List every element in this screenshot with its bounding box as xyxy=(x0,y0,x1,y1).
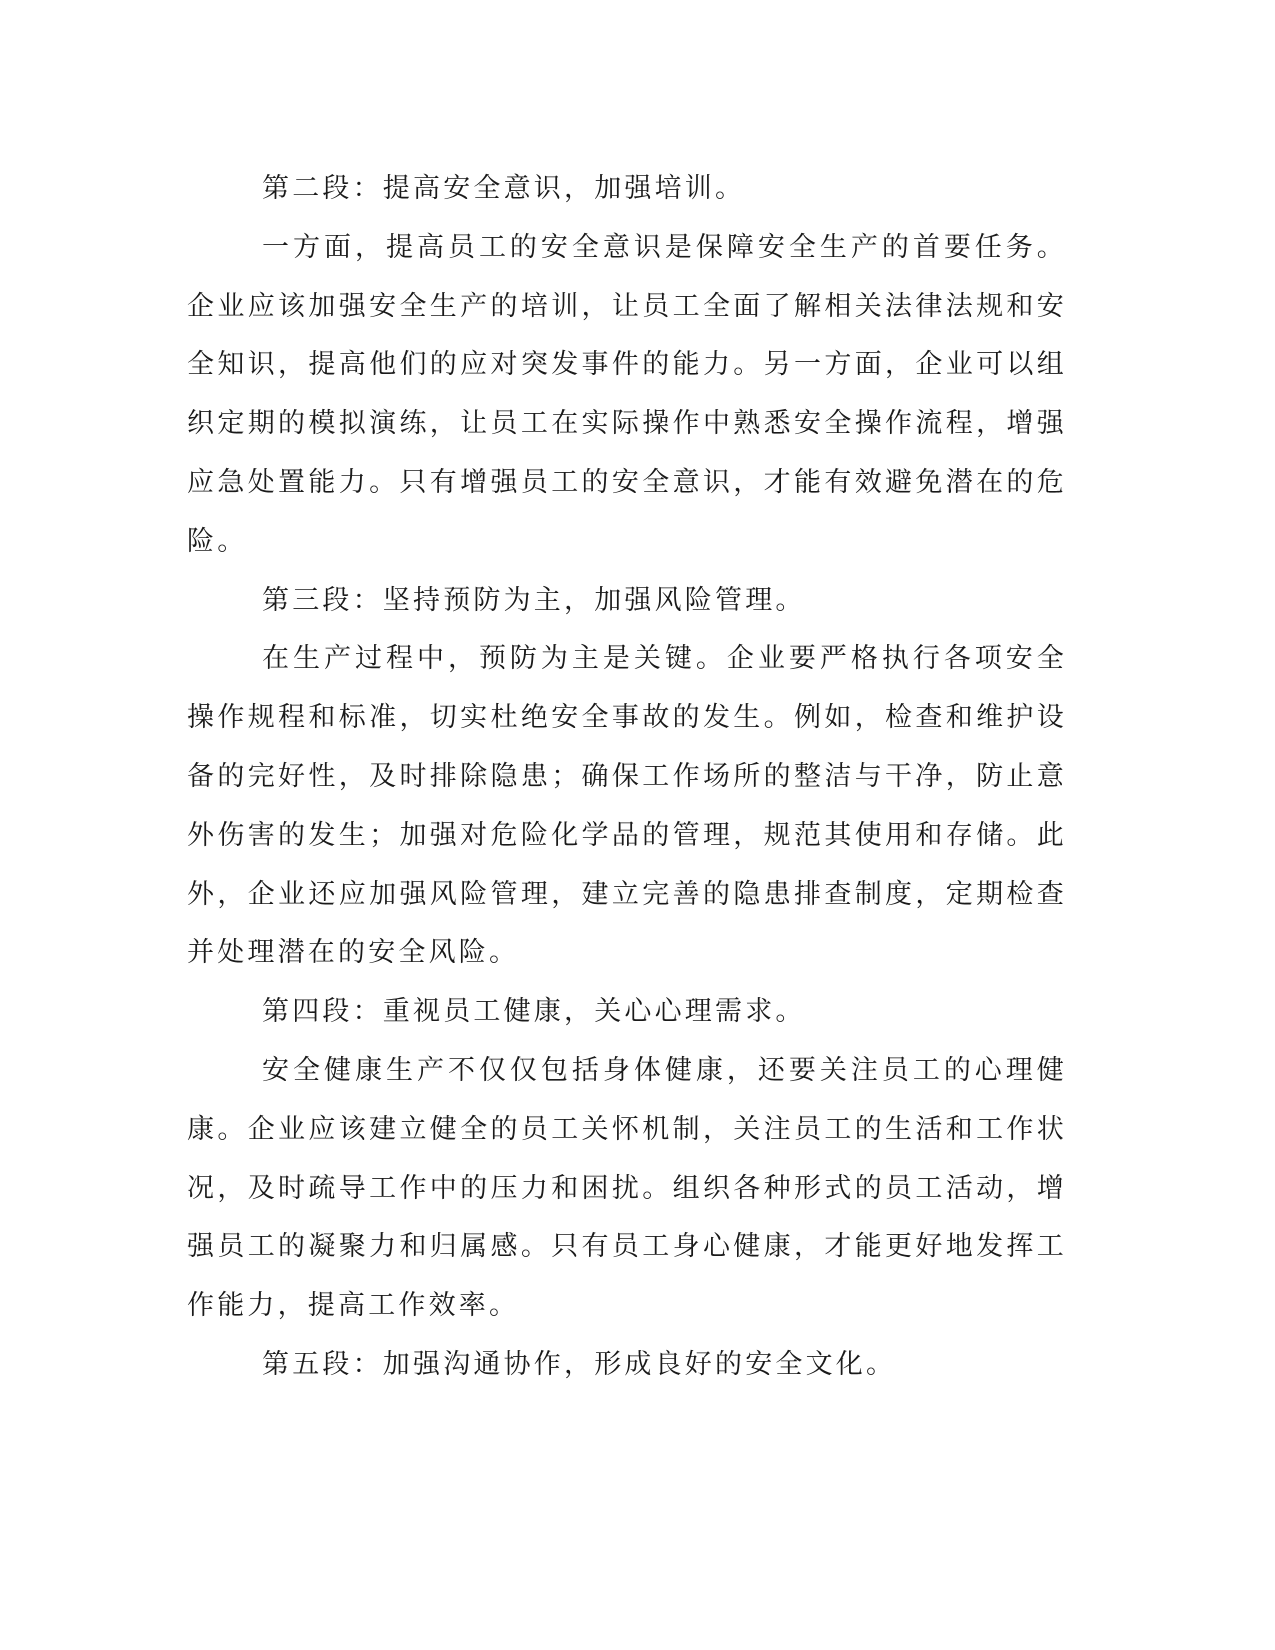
section-heading-2: 第二段：提高安全意识，加强培训。 xyxy=(262,173,746,204)
paragraph-risk-management: 在生产过程中，预防为主是关键。企业要严格执行各项安全操作规程和标准，切实杜绝安全事故的发生。例如，检查和维护设备的完好性，及时排除隐患；确保工作场所的整洁与干净，防止意外伤害的发生；加强对危险化学品的管理，规范其使用和存储。此外，企业还应加强风险管理，建立完善的隐患排查制度，定期检查并处理潜在的安全风险。 xyxy=(187,643,1067,969)
paragraph-employee-health: 安全健康生产不仅仅包括身体健康，还要关注员工的心理健康。企业应该建立健全的员工关怀机制，关注员工的生活和工作状况，及时疏导工作中的压力和困扰。组织各种形式的员工活动，增强员工的凝聚力和归属感。只有员工身心健康，才能更好地发挥工作能力，提高工作效率。 xyxy=(187,1054,1067,1322)
section-heading-4: 第四段：重视员工健康，关心心理需求。 xyxy=(262,996,806,1028)
document-body xyxy=(187,160,1067,1395)
section-heading-3: 第三段：坚持预防为主，加强风险管理。 xyxy=(262,584,806,616)
section-heading-5: 第五段：加强沟通协作，形成良好的安全文化。 xyxy=(262,1348,897,1380)
paragraph-safety-awareness: 一方面，提高员工的安全意识是保障安全生产的首要任务。企业应该加强安全生产的培训，让员工全面了解相关法律法规和安全知识，提高他们的应对突发事件的能力。另一方面，企业可以组织定期的模拟演练，让员工在实际操作中熟悉安全操作流程，增强应急处置能力。只有增强员工的安全意识，才能有效避免潜在的危险。 xyxy=(187,231,1067,557)
